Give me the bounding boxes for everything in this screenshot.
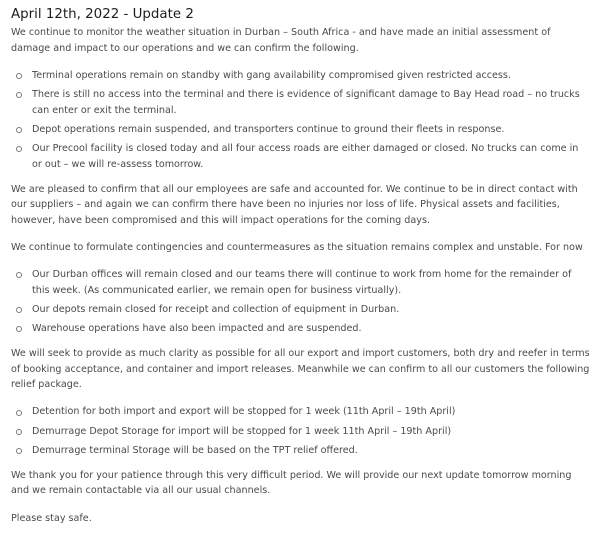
list-item: Our depots remain closed for receipt and collection of equipment in Durban. (32, 302, 590, 318)
relief-package-list (11, 404, 590, 458)
clarity-paragraph: We will seek to provide as much clarity as possible for all our export and import customers, both dry and reefer in terms of booking acceptance, and container and import releases. Meanwhile we can confirm to all our customers the following relief package. (11, 348, 590, 391)
contingency-paragraph: We continue to formulate contingencies and countermeasures as the situation remains complex and unstable. For now (11, 241, 583, 253)
contingency-list (11, 267, 590, 337)
list-item: Depot operations remain suspended, and transporters continue to ground their fleets in response. (32, 122, 590, 138)
operations-status-list (11, 68, 590, 172)
intro-paragraph: We continue to monitor the weather situation in Durban – South Africa - and have made an initial assessment of damage and impact to our operations and we can confirm the following. (11, 27, 551, 54)
update-title: April 12th, 2022 - Update 2 (11, 7, 194, 22)
list-item: Demurrage Depot Storage for import will be stopped for 1 week 11th April – 19th April) (32, 424, 590, 440)
safety-paragraph: We are pleased to confirm that all our employees are safe and accounted for. We continue to be in direct contact with our suppliers – and again we can confirm there have been no injuries nor loss of life. Physical assets and facilities, however, have been compromised and this will impact operations for the coming days. (11, 183, 578, 226)
closing-line: Please stay safe. (11, 512, 92, 524)
list-item: Our Precool facility is closed today and all four access roads are either damaged or closed. No trucks can come in or out – we will re-assess tomorrow. (32, 141, 590, 172)
thanks-paragraph: We thank you for your patience through this very difficult period. We will provide our next update tomorrow morning and we remain contactable via all our usual channels. (11, 469, 572, 497)
list-item: Warehouse operations have also been impacted and are suspended. (32, 321, 590, 337)
list-item: Terminal operations remain on standby with gang availability compromised given restricted access. (32, 68, 590, 84)
list-item: Detention for both import and export will be stopped for 1 week (11th April – 19th April) (32, 404, 590, 420)
list-item: Demurrage terminal Storage will be based on the TPT relief offered. (32, 443, 590, 459)
list-item: There is still no access into the terminal and there is evidence of significant damage to Bay Head road – no trucks can enter or exit the terminal. (32, 87, 590, 118)
list-item: Our Durban offices will remain closed and our teams there will continue to work from home for the remainder of this week. (As communicated earlier, we remain open for business virtually). (32, 267, 590, 298)
